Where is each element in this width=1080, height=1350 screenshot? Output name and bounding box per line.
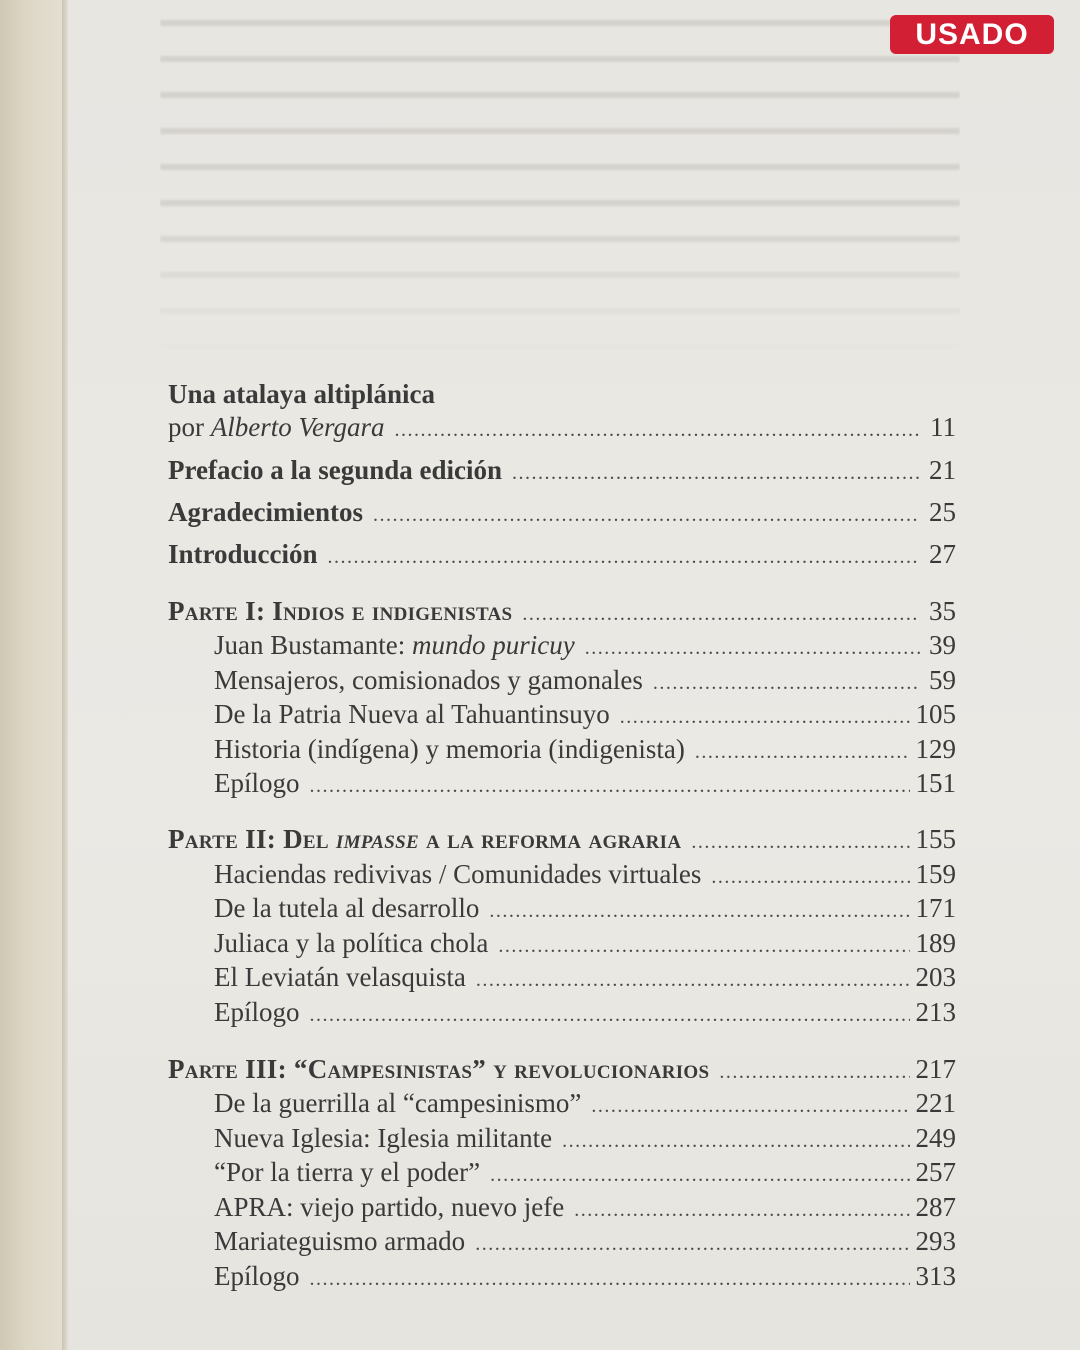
page-number: 25 (929, 497, 956, 527)
author-name: Alberto Vergara (210, 412, 385, 442)
leader-dots (489, 894, 909, 928)
leader-dots (476, 963, 910, 997)
leader-dots (653, 666, 920, 700)
byline-prefix: por (168, 412, 204, 442)
leader-dots (490, 1158, 909, 1192)
page-number: 257 (915, 1157, 956, 1187)
page-number: 313 (915, 1261, 956, 1291)
toc-entry-title (168, 410, 384, 444)
toc-entry-title: Mensajeros, comisionados y gamonales (214, 665, 643, 695)
toc-chapter (214, 891, 956, 925)
leader-dots (512, 456, 920, 490)
toc-entry-title: De la guerrilla al “campesinismo” (214, 1088, 582, 1118)
toc-entry-title: Epílogo (214, 1261, 300, 1291)
leader-dots (310, 1262, 910, 1296)
leader-dots (328, 540, 920, 574)
toc-chapter (214, 960, 956, 994)
leader-dots (498, 929, 909, 963)
leader-dots (719, 1055, 909, 1089)
page-number: 249 (915, 1123, 956, 1153)
page-number: 21 (929, 455, 956, 485)
toc-chapter (214, 1086, 956, 1120)
toc-chapter (214, 926, 956, 960)
toc-part-3 (168, 1052, 956, 1086)
toc-part-1 (168, 594, 956, 628)
toc-entry-title: Juliaca y la política chola (214, 928, 489, 958)
toc-entry-title: APRA: viejo partido, nuevo jefe (214, 1192, 565, 1222)
intro-heading: Una atalaya altiplánica (168, 379, 436, 409)
toc-chapter (214, 1224, 956, 1258)
leader-dots (591, 1089, 909, 1123)
toc-entry-title: Agradecimientos (168, 497, 363, 527)
chapter-title-prefix: Juan Bustamante: (214, 630, 412, 660)
toc-entry-title: Nueva Iglesia: Iglesia militante (214, 1123, 553, 1153)
leader-dots (394, 413, 920, 447)
toc-chapter (214, 732, 956, 766)
toc-entry-title: El Leviatán velasquista (214, 962, 466, 992)
used-badge: USADO (890, 15, 1054, 54)
page-number: 59 (929, 665, 956, 695)
part-title: Parte I: Indios e indigenistas (168, 596, 513, 626)
toc-entry-title: De la Patria Nueva al Tahuantinsuyo (214, 699, 610, 729)
toc-entry-intro (168, 410, 956, 444)
toc-entry-title: Historia (indígena) y memoria (indigenista) (214, 734, 685, 764)
part-title-suffix: a la reforma agraria (419, 824, 682, 854)
leader-dots (695, 735, 910, 769)
toc-entry-introduccion (168, 537, 956, 571)
toc-chapter (214, 1259, 956, 1293)
toc-chapter (214, 663, 956, 697)
page-number: 39 (929, 630, 956, 660)
leader-dots (711, 860, 909, 894)
toc-entry-title: Introducción (168, 539, 318, 569)
toc-chapter (214, 995, 956, 1029)
toc-entry-title: De la tutela al desarrollo (214, 893, 480, 923)
page-number: 213 (915, 997, 956, 1027)
toc-chapter (214, 1155, 956, 1189)
part-title-italic: impasse (335, 824, 419, 854)
page-number: 189 (915, 928, 956, 958)
leader-dots (310, 769, 910, 803)
page-number: 293 (915, 1226, 956, 1256)
toc-entry-title: Epílogo (214, 997, 300, 1027)
part-title: Parte III: “Campesinistas” y revolucionarios (168, 1054, 710, 1084)
leader-dots (522, 597, 920, 631)
chapter-title-italic: mundo puricuy (411, 630, 575, 660)
leader-dots (691, 825, 909, 859)
toc-entry-title: Haciendas redivivas / Comunidades virtuales (214, 859, 702, 889)
toc-chapter (214, 766, 956, 800)
toc-entry-agradecimientos (168, 495, 956, 529)
page-number: 11 (930, 412, 956, 442)
leader-dots (620, 700, 910, 734)
toc-entry-title (214, 628, 575, 662)
toc-entry-title: Mariateguismo armado (214, 1226, 466, 1256)
toc-chapter (214, 1121, 956, 1155)
page-number: 151 (915, 768, 956, 798)
toc-chapter (214, 1190, 956, 1224)
toc-chapter (214, 628, 956, 662)
part-title-prefix: Parte II: Del (168, 824, 336, 854)
leader-dots (373, 498, 920, 532)
toc-entry-title: “Por la tierra y el poder” (214, 1157, 481, 1187)
page-number: 155 (915, 824, 956, 854)
page-number: 171 (915, 893, 956, 923)
toc-entry-title: Epílogo (214, 768, 300, 798)
toc-chapter (214, 697, 956, 731)
toc-chapter (214, 857, 956, 891)
page-number: 287 (915, 1192, 956, 1222)
part-title (168, 822, 681, 856)
toc-part-2 (168, 822, 956, 856)
page-number: 129 (915, 734, 956, 764)
leader-dots (574, 1193, 909, 1227)
page-number: 159 (915, 859, 956, 889)
page-number: 221 (915, 1088, 956, 1118)
toc-entry-prefacio (168, 453, 956, 487)
page-number: 203 (915, 962, 956, 992)
page-number: 27 (929, 539, 956, 569)
page-number: 35 (929, 596, 956, 626)
page-number: 217 (915, 1054, 956, 1084)
leader-dots (585, 631, 920, 665)
toc-entry-title: Prefacio a la segunda edición (168, 455, 502, 485)
page-number: 105 (915, 699, 956, 729)
leader-dots (475, 1227, 909, 1261)
leader-dots (562, 1124, 909, 1158)
leader-dots (310, 998, 910, 1032)
